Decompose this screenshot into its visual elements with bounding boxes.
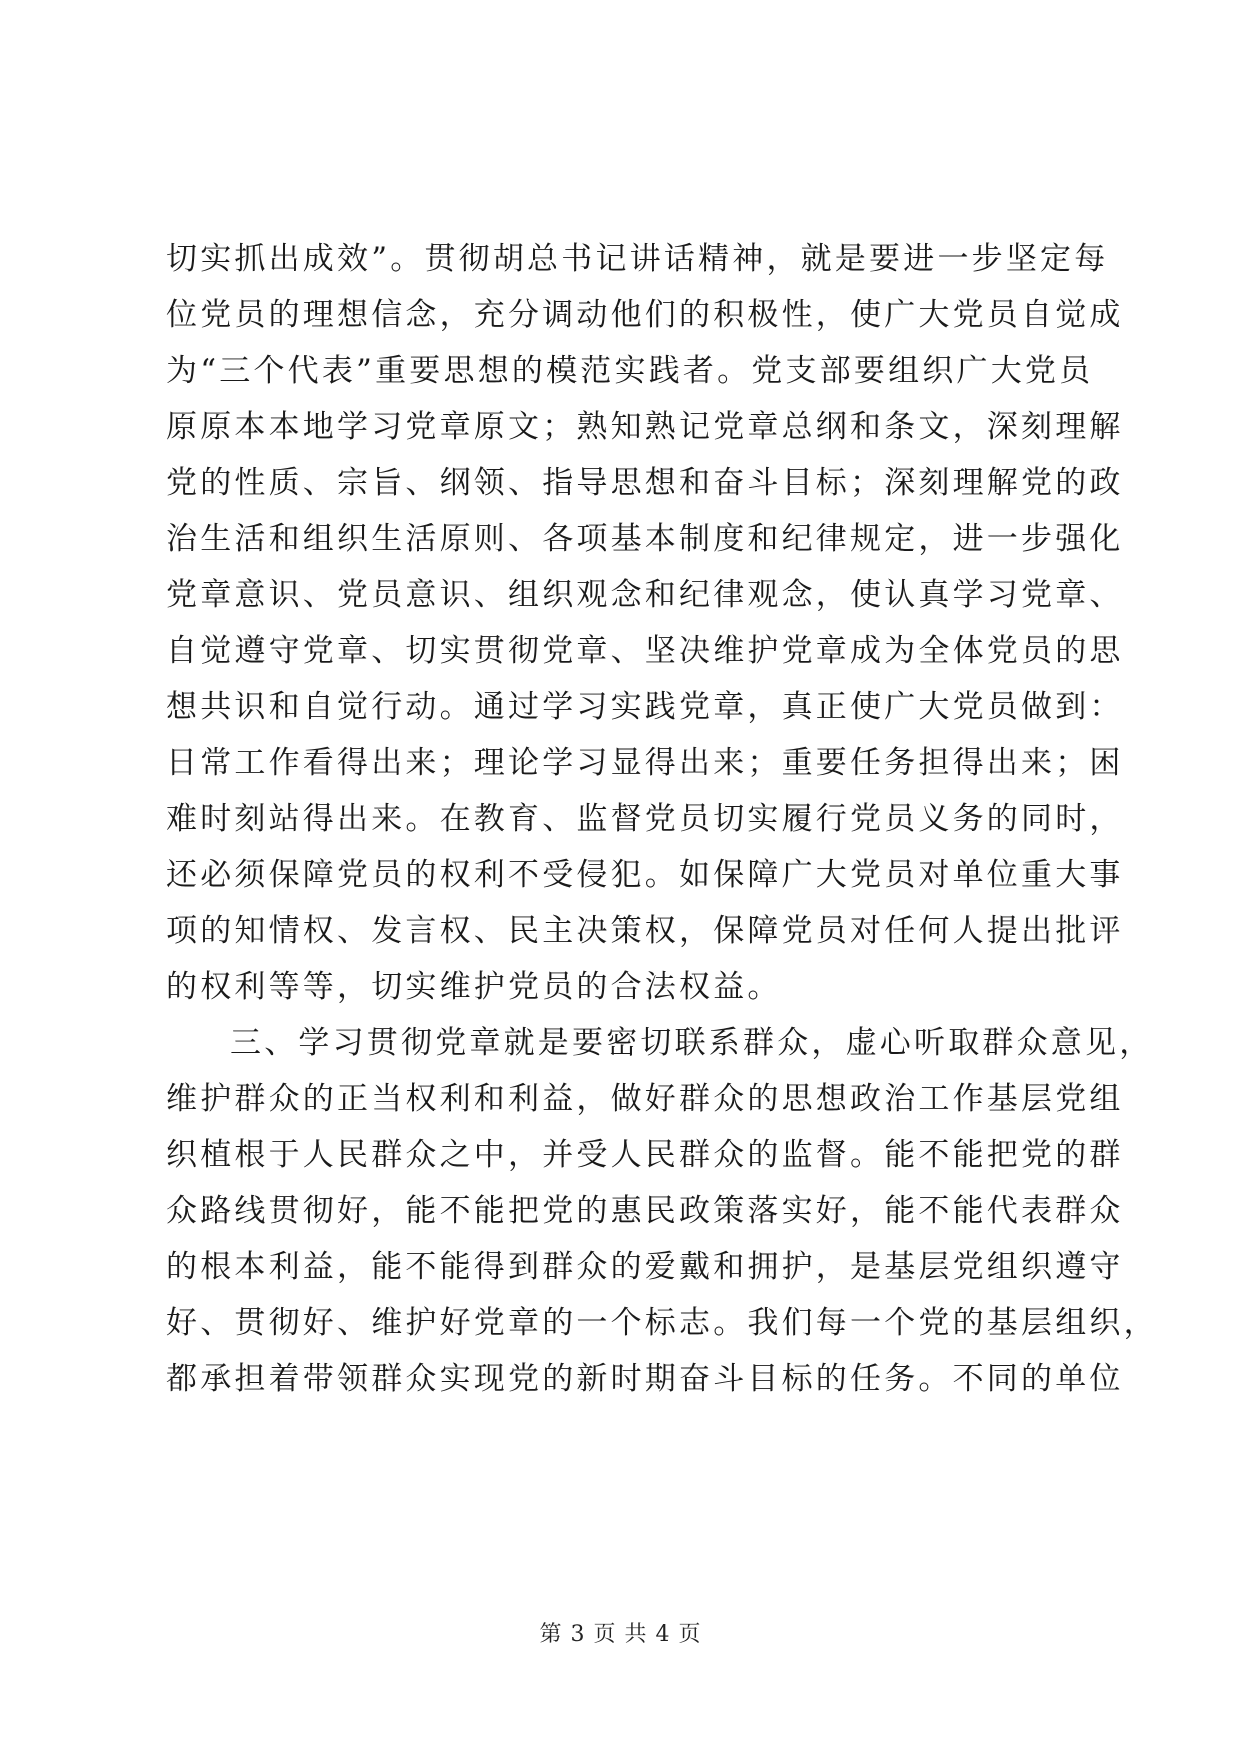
text-line-7: 党章意识、党员意识、组织观念和纪律观念，使认真学习党章、 — [166, 577, 1124, 613]
text-line-19: 的根本利益，能不能得到群众的爱戴和拥护，是基层党组织遵守 — [166, 1249, 1124, 1285]
text-line-10: 日常工作看得出来；理论学习显得出来；重要任务担得出来；困 — [166, 745, 1124, 781]
text-line-20: 好、贯彻好、维护好党章的一个标志。我们每一个党的基层组织， — [166, 1305, 1158, 1341]
text-line-1: 切实抓出成效”。贯彻胡总书记讲话精神，就是要进一步坚定每 — [166, 241, 1109, 277]
text-line-5: 党的性质、宗旨、纲领、指导思想和奋斗目标；深刻理解党的政 — [166, 465, 1124, 501]
text-line-12: 还必须保障党员的权利不受侵犯。如保障广大党员对单位重大事 — [166, 857, 1124, 893]
text-line-17: 织植根于人民群众之中，并受人民群众的监督。能不能把党的群 — [166, 1137, 1124, 1173]
text-line-3: 为“三个代表”重要思想的模范实践者。党支部要组织广大党员 — [166, 353, 1094, 389]
text-line-11: 难时刻站得出来。在教育、监督党员切实履行党员义务的同时， — [166, 801, 1124, 837]
text-line-2: 位党员的理想信念，充分调动他们的积极性，使广大党员自觉成 — [166, 297, 1124, 333]
text-line-15: 三、学习贯彻党章就是要密切联系群众，虚心听取群众意见， — [230, 1025, 1154, 1061]
text-line-18: 众路线贯彻好，能不能把党的惠民政策落实好，能不能代表群众 — [166, 1193, 1124, 1229]
text-line-16: 维护群众的正当权利和利益，做好群众的思想政治工作基层党组 — [166, 1081, 1124, 1117]
text-line-13: 项的知情权、发言权、民主决策权，保障党员对任何人提出批评 — [166, 913, 1124, 949]
text-line-8: 自觉遵守党章、切实贯彻党章、坚决维护党章成为全体党员的思 — [166, 633, 1124, 669]
text-line-14: 的权利等等，切实维护党员的合法权益。 — [166, 969, 782, 1005]
text-line-21: 都承担着带领群众实现党的新时期奋斗目标的任务。不同的单位 — [166, 1361, 1124, 1397]
text-line-9: 想共识和自觉行动。通过学习实践党章，真正使广大党员做到： — [166, 689, 1124, 725]
text-line-6: 治生活和组织生活原则、各项基本制度和纪律规定，进一步强化 — [166, 521, 1124, 557]
page-footer — [0, 1620, 1241, 1650]
page-number: 第 3 页 共 4 页 — [539, 1622, 702, 1647]
text-line-4: 原原本本地学习党章原文；熟知熟记党章总纲和条文，深刻理解 — [166, 409, 1124, 445]
